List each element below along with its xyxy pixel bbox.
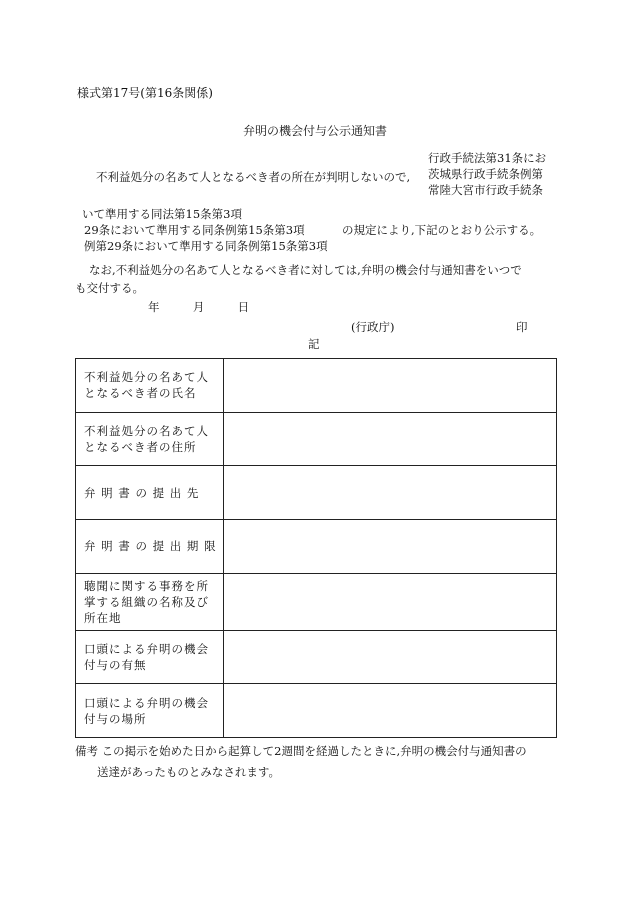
notice-line-1: なお,不利益処分の名あて人となるべき者に対しては,弁明の機会付与通知書をいつで [89,263,522,277]
date-year: 年 [148,300,160,314]
law-option-city: 常陸大宮市行政手続条 [428,183,543,197]
agency-label: (行政庁) [351,320,395,334]
row-label-oral-place: 口頭による弁明の機会付与の場所 [76,684,224,738]
document-title: 弁明の機会付与公示通知書 [242,124,387,138]
row-value-oral-place [224,684,557,738]
table-row [76,630,557,684]
row-label-deadline: 弁 明 書 の 提 出 期 限 [76,520,224,574]
table-row [76,573,557,630]
table-row [76,466,557,520]
row-label-name: 不利益処分の名あて人となるべき者の氏名 [76,359,224,413]
date-month: 月 [192,300,205,314]
law-option-prefecture: 茨城県行政手続条例第 [428,167,543,181]
row-label-address: 不利益処分の名あて人となるべき者の住所 [76,412,224,466]
table-row [76,412,557,466]
form-number: 様式第17号(第16条関係) [77,86,213,100]
seal-mark: 印 [516,320,528,334]
preamble-tail: の規定により,下記のとおり公示する。 [342,223,542,237]
ki-label: 記 [308,337,320,351]
table-row [76,520,557,574]
row-label-organization: 聴聞に関する事務を所掌する組織の名称及び所在地 [76,573,224,630]
law-continuation-prefecture: 29条において準用する同条例第15条第3項 [84,223,305,237]
law-continuation-act: いて準用する同法第15条第3項 [82,207,242,221]
preamble-lead: 不利益処分の名あて人となるべき者の所在が判明しないので, [96,170,411,184]
remarks-line-2: 送達があったものとみなされます。 [97,765,280,779]
law-options [428,150,546,198]
row-value-deadline [224,520,557,574]
remarks-line-1: 備考 この掲示を始めた日から起算して2週間を経過したときに,弁明の機会付与通知書の [75,744,527,758]
date-day: 日 [237,300,250,314]
notice-line-2: も交付する。 [75,281,144,295]
row-label-submission-to: 弁 明 書 の 提 出 先 [76,466,224,520]
row-value-submission-to [224,466,557,520]
row-label-oral-availability: 口頭による弁明の機会付与の有無 [76,630,224,684]
law-option-act: 行政手続法第31条にお [428,151,547,165]
row-value-oral-availability [224,630,557,684]
law-continuation-city: 例第29条において準用する同条例第15条第3項 [84,239,328,253]
date-line [148,300,249,314]
row-value-organization [224,573,557,630]
row-value-name [224,359,557,413]
detail-table [75,358,557,738]
table-row [76,684,557,738]
row-value-address [224,412,557,466]
table-row [76,359,557,413]
